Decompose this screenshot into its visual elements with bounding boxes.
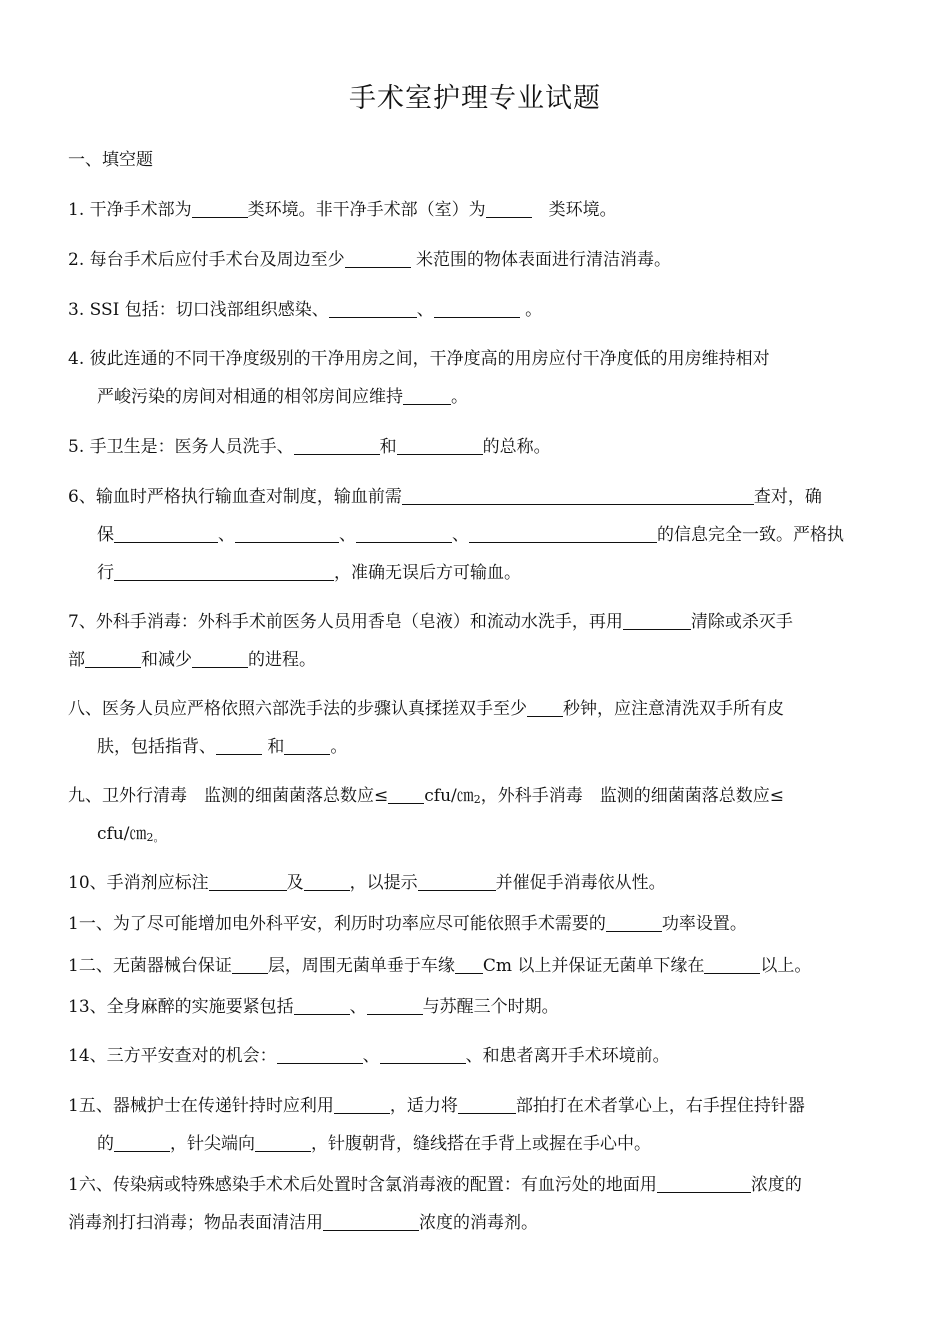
question-7-cont: 部 和减少 的进程。 [68, 650, 316, 670]
answer-blank[interactable] [367, 997, 423, 1015]
answer-blank[interactable] [209, 873, 287, 891]
question-4-cont: 严峻污染的房间对相通的相邻房间应维持 。 [97, 387, 468, 407]
question-10: 10、手消剂应标注 及 ，以提示 并催促手消毒依从性。 [68, 873, 666, 893]
question-8: 八、医务人员应严格依照六部洗手法的步骤认真揉搓双手至少 秒钟，应注意清洗双手所有皮 [68, 699, 784, 719]
answer-blank[interactable] [458, 1096, 516, 1114]
question-9-cont: cfu/㎝2。 [97, 824, 165, 844]
question-5: 5. 手卫生是：医务人员洗手、 和 的总称。 [68, 437, 551, 457]
answer-blank[interactable] [192, 650, 248, 668]
answer-blank[interactable] [304, 873, 350, 891]
answer-blank[interactable] [114, 525, 218, 543]
question-8-cont: 肤，包括指背、 和 。 [97, 737, 348, 757]
answer-blank[interactable] [527, 699, 563, 717]
answer-blank[interactable] [232, 956, 268, 974]
question-7: 7、外科手消毒：外科手术前医务人员用香皂（皂液）和流动水洗手，再用 清除或杀灭手 [68, 612, 793, 632]
answer-blank[interactable] [255, 1134, 311, 1152]
answer-blank[interactable] [329, 300, 417, 318]
answer-blank[interactable] [469, 525, 657, 543]
answer-blank[interactable] [334, 1096, 390, 1114]
question-16: 1六、传染病或特殊感染手术术后处置时含氯消毒液的配置：有血污处的地面用 浓度的 [68, 1175, 802, 1195]
answer-blank[interactable] [402, 487, 754, 505]
answer-blank[interactable] [623, 612, 691, 630]
question-1: 1. 干净手术部为 类环境。非干净手术部（室）为 类环境。 [68, 200, 617, 220]
answer-blank[interactable] [85, 650, 141, 668]
answer-blank[interactable] [418, 873, 496, 891]
answer-blank[interactable] [388, 786, 424, 804]
question-6-cont2: 行 ，准确无误后方可输血。 [97, 563, 521, 583]
answer-blank[interactable] [294, 997, 350, 1015]
question-3: 3. SSI 包括：切口浅部组织感染、 、 。 [68, 300, 543, 320]
answer-blank[interactable] [284, 737, 330, 755]
question-11: 1一、为了尽可能增加电外科平安，利历时功率应尽可能依照手术需要的 功率设置。 [68, 914, 747, 934]
answer-blank[interactable] [397, 437, 483, 455]
question-4: 4. 彼此连通的不同干净度级别的干净用房之间，干净度高的用房应付干净度低的用房维持相对 [68, 349, 770, 369]
answer-blank[interactable] [277, 1046, 363, 1064]
answer-blank[interactable] [294, 437, 380, 455]
answer-blank[interactable] [704, 956, 760, 974]
answer-blank[interactable] [356, 525, 452, 543]
question-13: 13、全身麻醉的实施要紧包括 、 与苏醒三个时期。 [68, 997, 559, 1017]
answer-blank[interactable] [403, 387, 451, 405]
section-heading: 一、填空题 [68, 150, 153, 170]
answer-blank[interactable] [235, 525, 339, 543]
question-2: 2. 每台手术后应付手术台及周边至少 米范围的物体表面进行清洁消毒。 [68, 250, 672, 270]
answer-blank[interactable] [323, 1213, 419, 1231]
question-6-cont: 保 、 、 、 的信息完全一致。严格执 [97, 525, 844, 545]
answer-blank[interactable] [192, 200, 248, 218]
answer-blank[interactable] [345, 250, 411, 268]
answer-blank[interactable] [455, 956, 483, 974]
document-title: 手术室护理专业试题 [349, 83, 601, 114]
answer-blank[interactable] [434, 300, 520, 318]
answer-blank[interactable] [114, 1134, 170, 1152]
answer-blank[interactable] [606, 914, 662, 932]
answer-blank[interactable] [486, 200, 532, 218]
question-15: 1五、器械护士在传递针持时应利用 ，适力将 部拍打在术者掌心上，右手捏住持针器 [68, 1096, 805, 1116]
question-14: 14、三方平安查对的机会： 、 、和患者离开手术环境前。 [68, 1046, 670, 1066]
question-9: 九、卫外行清毒 监测的细菌菌落总数应≤ cfu/㎝2，外科手消毒 监测的细菌菌落总数应≤ [68, 786, 784, 806]
answer-blank[interactable] [380, 1046, 466, 1064]
question-15-cont: 的 ，针尖端向 ，针腹朝背，缝线搭在手背上或握在手心中。 [97, 1134, 651, 1154]
question-16-cont: 消毒剂打扫消毒；物品表面清洁用 浓度的消毒剂。 [68, 1213, 538, 1233]
answer-blank[interactable] [657, 1175, 751, 1193]
answer-blank[interactable] [114, 563, 334, 581]
question-12: 1二、无菌器械台保证 层，周围无菌单垂于车缘 Cm 以上并保证无菌单下缘在 以上。 [68, 956, 812, 976]
question-6: 6、输血时严格执行输血查对制度，输血前需 查对，确 [68, 487, 822, 507]
answer-blank[interactable] [216, 737, 262, 755]
